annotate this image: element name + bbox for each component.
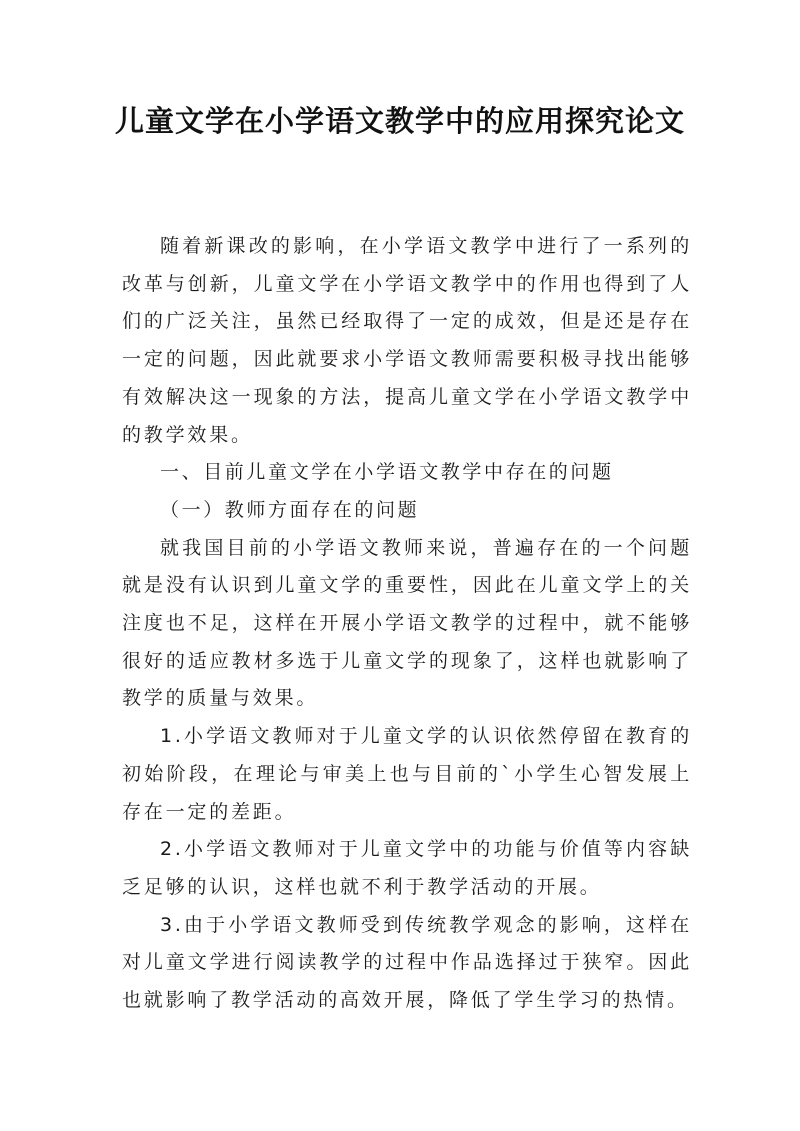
point-3-paragraph: 3.由于小学语文教师受到传统教学观念的影响，这样在对儿童文学进行阅读教学的过程中作品选择过于狭窄。因此也就影响了教学活动的高效开展，降低了学生学习的热情。 xyxy=(122,913,692,1012)
subsection-heading-1: （一）教师方面存在的问题 xyxy=(160,498,420,521)
point-1-paragraph: 1.小学语文教师对于儿童文学的认识依然停留在教育的初始阶段，在理论与审美上也与目前的`小学生心智发展上存在一定的差距。 xyxy=(122,725,692,823)
point-2-paragraph: 2.小学语文教师对于儿童文学中的功能与价值等内容缺乏足够的认识，这样也就不利于教学活动的开展。 xyxy=(122,838,692,898)
section-heading-1: 一、目前儿童文学在小学语文教学中存在的问题 xyxy=(160,461,614,484)
document-body xyxy=(122,228,692,1020)
document-title: 儿童文学在小学语文教学中的应用探究论文 xyxy=(114,104,685,138)
intro-paragraph: 随着新课改的影响，在小学语文教学中进行了一系列的改革与创新，儿童文学在小学语文教学中的作用也得到了人们的广泛关注，虽然已经取得了一定的成效，但是还是存在一定的问题，因此就要求小学语文教师需要积极寻找出能够有效解决这一现象的方法，提高儿童文学在小学语文教学中的教学效果。 xyxy=(122,235,692,446)
teacher-problem-paragraph: 就我国目前的小学语文教师来说，普遍存在的一个问题就是没有认识到儿童文学的重要性，因此在儿童文学上的关注度也不足，这样在开展小学语文教学的过程中，就不能够很好的适应教材多选于儿童文学的现象了，这样也就影响了教学的质量与效果。 xyxy=(122,536,692,710)
